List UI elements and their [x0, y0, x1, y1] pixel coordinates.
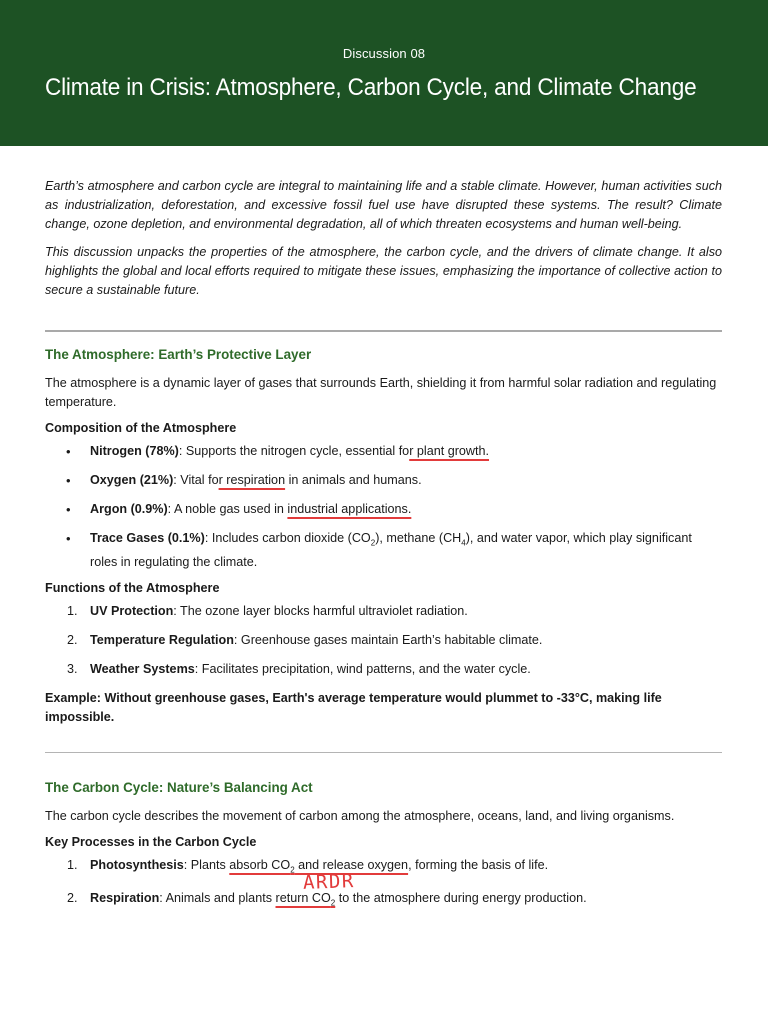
header-banner: [0, 0, 768, 146]
list-number: 2.: [67, 891, 78, 906]
page-title: Climate in Crisis: Atmosphere, Carbon Cycle, and Climate Change: [45, 74, 697, 101]
handwritten-annotation: ARDR: [302, 870, 356, 894]
intro-paragraph-1: Earth’s atmosphere and carbon cycle are integral to maintaining life and a stable climate. However, human activities such as industrialization, deforestation, and excessive fossil fuel use have disrupted these systems. The result? Climate change, ozone depletion, and environmental degradation, all of which threaten ecosystems and human well-being.: [45, 179, 722, 231]
list-item-term: Temperature Regulation: [90, 632, 234, 647]
document-body: [45, 177, 722, 923]
list-item-text: in animals and humans.: [285, 473, 422, 487]
list-number: 1.: [67, 857, 78, 872]
example-callout: Example: Without greenhouse gases, Earth's average temperature would plummet to -33°C, making life impossible.: [45, 690, 662, 724]
list-number: 1.: [67, 603, 78, 618]
list-item: [45, 500, 722, 519]
list-item: [45, 602, 722, 621]
list-item-text: : Includes carbon dioxide (CO: [204, 531, 371, 545]
atmosphere-intro: The atmosphere is a dynamic layer of gases that surrounds Earth, shielding it from harmful solar radiation and regulating temperature.: [45, 376, 717, 409]
subscript: 2: [330, 898, 336, 908]
list-item-text: ), and water vapor, which play significant roles in regulating the climate.: [90, 531, 692, 569]
list-item-term: Argon (0.9%): [90, 502, 168, 516]
list-item-text: : A noble gas used in: [167, 502, 288, 516]
composition-list: [45, 442, 722, 572]
list-item-text: : Greenhouse gases maintain Earth’s habitable climate.: [233, 632, 543, 647]
red-underline-annotation: [229, 857, 409, 875]
list-item-text: : Vital fo: [173, 473, 219, 487]
list-item-text: : Animals and plants: [159, 891, 276, 906]
list-item: [45, 442, 722, 461]
list-item: [45, 471, 722, 490]
list-item-term: Weather Systems: [90, 661, 195, 676]
list-item-text: to the atmosphere during energy production.: [335, 891, 587, 906]
list-item: [45, 889, 722, 913]
processes-list: [45, 856, 722, 913]
red-underline-annotation: industrial applications.: [287, 502, 412, 516]
list-number: 2.: [67, 632, 78, 647]
processes-heading: Key Processes in the Carbon Cycle: [45, 834, 257, 849]
list-item: [45, 529, 722, 572]
intro-paragraph-2: This discussion unpacks the properties of the atmosphere, the carbon cycle, and the drivers of climate change. It also highlights the global and local efforts required to mitigate these issues, emphasizing the importance of collective action to secure a sustainable future.: [45, 245, 722, 297]
section-divider: [45, 752, 722, 753]
composition-heading: Composition of the Atmosphere: [45, 421, 237, 435]
discussion-label: Discussion 08: [342, 46, 426, 61]
subscript: 4: [461, 538, 466, 548]
list-item-term: Respiration: [90, 891, 160, 906]
list-item-term: Photosynthesis: [90, 857, 184, 872]
carbon-cycle-intro: The carbon cycle describes the movement of carbon among the atmosphere, oceans, land, and living organisms.: [45, 808, 675, 823]
list-item-term: Trace Gases (0.1%): [90, 531, 205, 545]
list-item-term: UV Protection: [90, 603, 174, 618]
list-item: [45, 631, 722, 650]
list-item-text: , forming the basis of life.: [408, 857, 549, 872]
section-divider: [45, 330, 722, 332]
carbon-cycle-heading: The Carbon Cycle: Nature’s Balancing Act: [45, 779, 313, 795]
list-item-term: Nitrogen (78%): [90, 444, 179, 458]
list-item-text: : The ozone layer blocks harmful ultraviolet radiation.: [173, 603, 468, 618]
list-item-text: : Plants: [183, 857, 230, 872]
list-item: [45, 660, 722, 679]
subscript: 2: [370, 538, 376, 548]
list-item-text: : Facilitates precipitation, wind patterns, and the water cycle.: [194, 661, 531, 676]
list-item-text: ), methane (CH: [375, 531, 462, 545]
red-underline-annotation: r plant growth.: [409, 444, 490, 458]
list-number: 3.: [67, 661, 78, 676]
highlight-text: and release oxygen: [294, 857, 409, 872]
red-underline-annotation: r respiration: [218, 473, 286, 487]
intro-section: [45, 177, 722, 300]
highlight-text: return CO: [275, 891, 331, 906]
highlight-text: absorb CO: [229, 857, 291, 872]
subscript: 2: [290, 865, 295, 875]
atmosphere-heading: The Atmosphere: Earth’s Protective Layer: [45, 347, 312, 362]
list-item-text: : Supports the nitrogen cycle, essential fo: [178, 444, 410, 458]
list-item: [45, 856, 722, 880]
functions-list: [45, 602, 722, 679]
functions-heading: Functions of the Atmosphere: [45, 580, 220, 595]
list-item-term: Oxygen (21%): [90, 473, 174, 487]
